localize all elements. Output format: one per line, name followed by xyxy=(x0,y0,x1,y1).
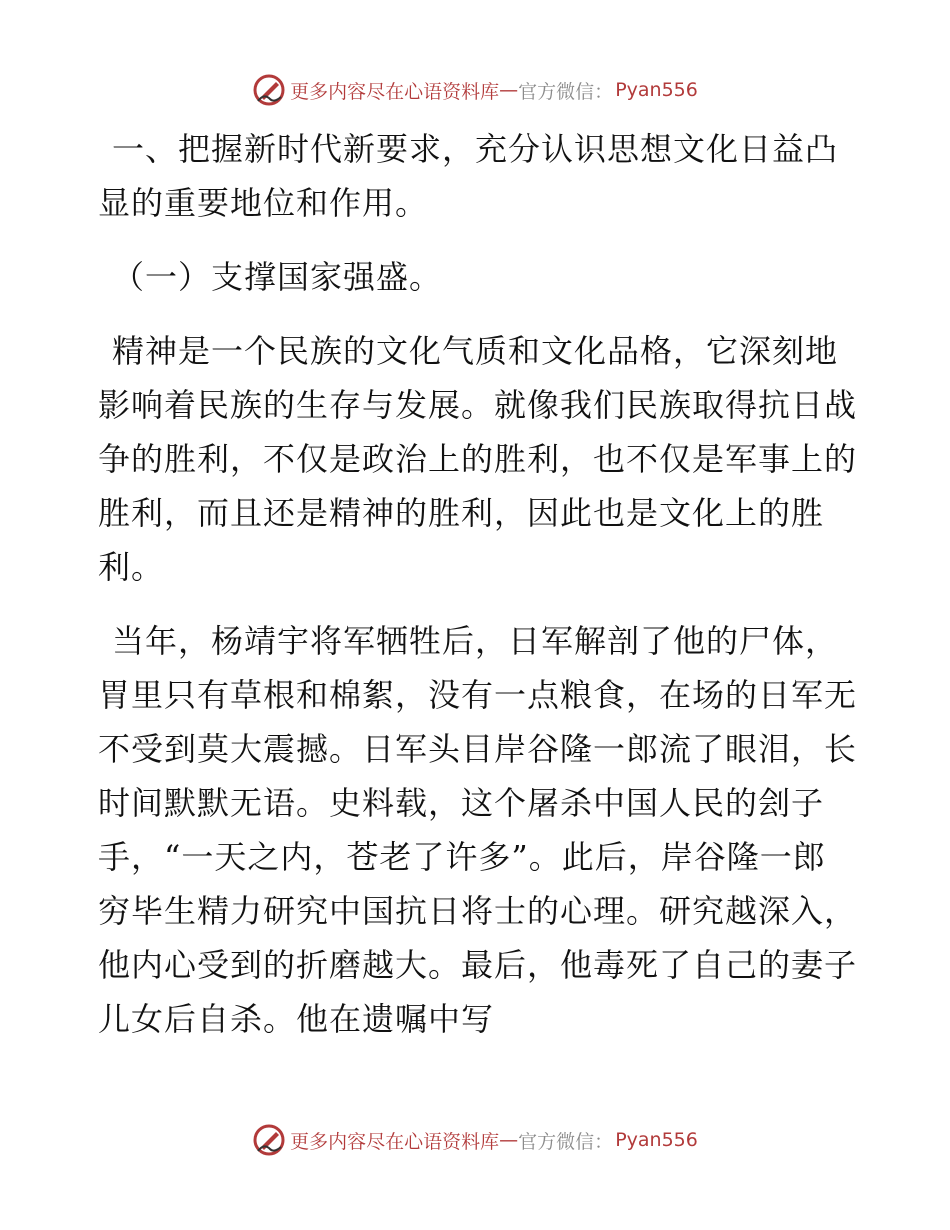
signature-pen-logo-icon xyxy=(252,1123,286,1157)
signature-pen-logo-icon xyxy=(252,73,286,107)
banner-main-text: 更多内容尽在心语资料库 xyxy=(290,1130,500,1153)
section-heading: 一、把握新时代新要求，充分认识思想文化日益凸显的重要地位和作用。 xyxy=(98,130,839,222)
banner-wechat-id: Pyan556 xyxy=(615,79,698,101)
banner-dash: — xyxy=(499,1129,519,1151)
header-banner xyxy=(0,70,950,110)
banner-dash: — xyxy=(499,79,519,101)
banner-wechat-id: Pyan556 xyxy=(615,1129,698,1151)
paragraph-yang-jingyu: 当年，杨靖宇将军牺牲后，日军解剖了他的尸体，胃里只有草根和棉絮，没有一点粮食，在场的日军无不受到莫大震撼。日军头目岸谷隆一郎流了眼泪，长时间默默无语。史料载，这个屠杀中国人民的刽子手，“一天之内，苍老了许多”。此后，岸谷隆一郎穷毕生精力研究中国抗日将士的心理。研究越深入，他内心受到的折磨越大。最后，他毒死了自己的妻子儿女后自杀。他在遗嘱中写 xyxy=(98,622,858,1038)
footer-banner xyxy=(0,1120,950,1160)
banner-wechat-label: 官方微信： xyxy=(518,80,614,103)
paragraph-spirit: 精神是一个民族的文化气质和文化品格，它深刻地影响着民族的生存与发展。就像我们民族取得抗日战争的胜利，不仅是政治上的胜利，也不仅是军事上的胜利，而且还是精神的胜利，因此也是文化上的胜利。 xyxy=(98,332,858,586)
banner-wechat-label: 官方微信： xyxy=(518,1130,614,1153)
subsection-heading: （一）支撑国家强盛。 xyxy=(112,258,443,296)
banner-main-text: 更多内容尽在心语资料库 xyxy=(290,80,500,103)
document-body xyxy=(98,122,858,1066)
